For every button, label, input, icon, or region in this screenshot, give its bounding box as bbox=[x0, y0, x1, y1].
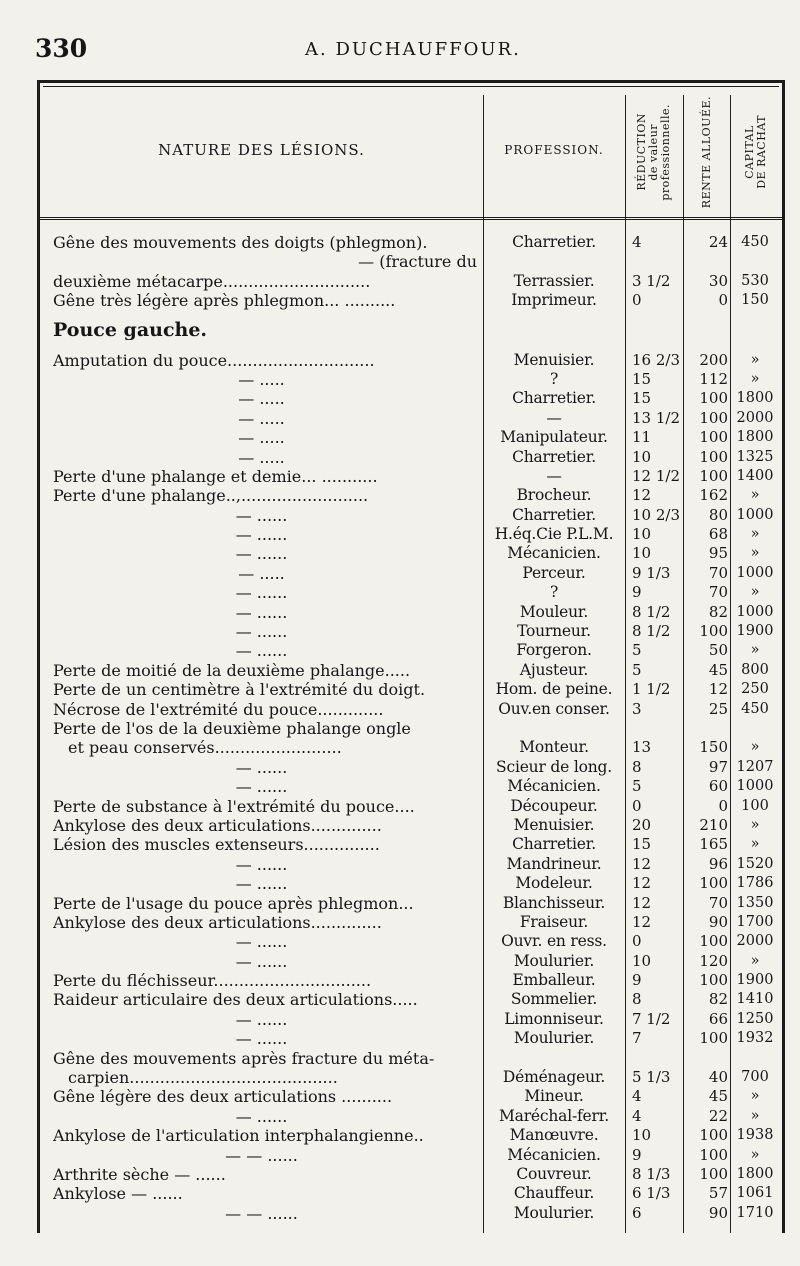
cell-capital: 1000 bbox=[736, 506, 774, 523]
cell-profession: Mécanicien. bbox=[507, 777, 601, 796]
cell-reduction: 4 bbox=[632, 1106, 642, 1125]
cell-nature: — (fracture du bbox=[358, 252, 477, 272]
cell-reduction: 15 bbox=[632, 835, 652, 854]
table-row bbox=[40, 1184, 782, 1203]
cell-nature: — ...... bbox=[235, 505, 288, 525]
cell-reduction: 8 bbox=[632, 757, 642, 776]
cell-rente: 100 bbox=[699, 428, 728, 447]
cell-rente: 90 bbox=[708, 1203, 728, 1222]
cell-profession: Ouv.en conser. bbox=[498, 699, 610, 718]
cell-rente: 150 bbox=[699, 738, 728, 757]
running-head bbox=[35, 34, 780, 68]
table-row bbox=[40, 700, 782, 719]
cell-reduction: 10 bbox=[632, 951, 652, 970]
cell-nature: Gêne des mouvements des doigts (phlegmon). bbox=[53, 233, 428, 252]
cell-reduction: 12 bbox=[632, 893, 652, 912]
cell-reduction: 7 1/2 bbox=[632, 1009, 671, 1028]
table-row bbox=[40, 252, 782, 271]
cell-reduction: 15 bbox=[632, 389, 652, 408]
cell-nature: — ...... bbox=[235, 544, 288, 564]
cell-capital: » bbox=[750, 836, 760, 853]
cell-capital: » bbox=[750, 370, 760, 387]
cell-reduction: 10 2/3 bbox=[632, 505, 680, 524]
cell-capital: » bbox=[750, 952, 760, 969]
cell-capital: 1900 bbox=[736, 623, 774, 640]
table-row bbox=[40, 544, 782, 563]
cell-capital: » bbox=[750, 545, 760, 562]
cell-reduction: 13 bbox=[632, 738, 652, 757]
table-row bbox=[40, 409, 782, 428]
cell-capital: 1700 bbox=[736, 913, 774, 930]
cell-profession: Manœuvre. bbox=[509, 1126, 599, 1145]
cell-nature: et peau conservés......................... bbox=[68, 738, 342, 758]
cell-rente: 25 bbox=[708, 699, 728, 718]
cell-profession: Mécanicien. bbox=[507, 544, 601, 563]
cell-profession: Moulurier. bbox=[513, 1203, 595, 1222]
cell-rente: 66 bbox=[708, 1009, 728, 1028]
table-row bbox=[40, 622, 782, 641]
table-row bbox=[40, 389, 782, 408]
cell-capital: 1800 bbox=[736, 1165, 774, 1182]
cell-reduction: 10 bbox=[632, 544, 652, 563]
cell-profession: Emballeur. bbox=[512, 971, 596, 990]
cell-nature: Ankylose de l'articulation interphalangienne.. bbox=[53, 1126, 424, 1146]
cell-reduction: 9 bbox=[632, 583, 642, 602]
cell-nature: Raideur articulaire des deux articulations..... bbox=[53, 990, 418, 1010]
table-row bbox=[40, 816, 782, 835]
cell-profession: Monteur. bbox=[519, 738, 589, 757]
cell-rente: 0 bbox=[718, 796, 728, 815]
table-row bbox=[40, 467, 782, 486]
cell-nature: — ...... bbox=[235, 1106, 288, 1126]
table-row bbox=[40, 1204, 782, 1223]
cell-capital: 1350 bbox=[736, 894, 774, 911]
cell-nature: — ...... bbox=[235, 777, 288, 797]
table-row bbox=[40, 564, 782, 583]
cell-reduction: 12 1/2 bbox=[632, 466, 680, 485]
table-row bbox=[40, 233, 782, 252]
cell-capital: » bbox=[750, 487, 760, 504]
cell-rente: 0 bbox=[718, 291, 728, 310]
cell-capital: 1410 bbox=[736, 991, 774, 1008]
table-row bbox=[40, 661, 782, 680]
cell-rente: 70 bbox=[708, 583, 728, 602]
cell-rente: 100 bbox=[699, 971, 728, 990]
table-row bbox=[40, 370, 782, 389]
cell-nature: — ...... bbox=[235, 874, 288, 894]
table-row bbox=[40, 1126, 782, 1145]
cell-rente: 120 bbox=[699, 951, 728, 970]
cell-rente: 12 bbox=[708, 680, 728, 699]
cell-profession: ? bbox=[549, 583, 559, 602]
cell-capital: » bbox=[750, 351, 760, 368]
cell-profession: Fraiseur. bbox=[519, 912, 589, 931]
cell-reduction: 5 bbox=[632, 660, 642, 679]
cell-rente: 68 bbox=[708, 525, 728, 544]
cell-nature: — ...... bbox=[235, 525, 288, 545]
cell-reduction: 9 bbox=[632, 971, 642, 990]
lesion-table bbox=[37, 80, 785, 1233]
cell-reduction: 9 bbox=[632, 1145, 642, 1164]
cell-reduction: 4 bbox=[632, 1087, 642, 1106]
table-row bbox=[40, 894, 782, 913]
cell-profession: Scieur de long. bbox=[496, 757, 612, 776]
cell-nature: Perte de l'os de la deuxième phalange ongle bbox=[53, 718, 411, 738]
cell-reduction: 12 bbox=[632, 486, 652, 505]
cell-capital: 2000 bbox=[736, 933, 774, 950]
cell-nature: — ..... bbox=[238, 428, 285, 448]
cell-rente: 45 bbox=[708, 1087, 728, 1106]
header-rule bbox=[40, 217, 782, 220]
cell-capital: 250 bbox=[741, 681, 769, 698]
cell-profession: H.éq.Cie P.L.M. bbox=[494, 525, 614, 544]
table-row bbox=[40, 777, 782, 796]
cell-capital: 1800 bbox=[736, 429, 774, 446]
cell-profession: Mandrineur. bbox=[506, 854, 602, 873]
table-row bbox=[40, 1029, 782, 1048]
table-row bbox=[40, 583, 782, 602]
cell-rente: 50 bbox=[708, 641, 728, 660]
table-row bbox=[40, 855, 782, 874]
table-row bbox=[40, 1010, 782, 1029]
cell-reduction: 8 1/2 bbox=[632, 622, 671, 641]
cell-nature: — ...... bbox=[235, 757, 288, 777]
cell-profession: Charretier. bbox=[512, 505, 596, 524]
cell-rente: 100 bbox=[699, 466, 728, 485]
table-row bbox=[40, 719, 782, 738]
cell-profession: Limonniseur. bbox=[504, 1009, 604, 1028]
cell-profession: Perceur. bbox=[522, 563, 586, 582]
table-row bbox=[40, 506, 782, 525]
cell-reduction: 12 bbox=[632, 854, 652, 873]
cell-reduction: 0 bbox=[632, 291, 642, 310]
cell-capital: » bbox=[750, 642, 760, 659]
cell-nature: — — ...... bbox=[225, 1203, 298, 1223]
cell-rente: 45 bbox=[708, 660, 728, 679]
cell-profession: Mineur. bbox=[524, 1087, 584, 1106]
cell-capital: 1400 bbox=[736, 467, 774, 484]
table-row bbox=[40, 758, 782, 777]
cell-rente: 112 bbox=[699, 369, 728, 388]
cell-profession: Charretier. bbox=[512, 233, 596, 251]
cell-reduction: 7 bbox=[632, 1029, 642, 1048]
cell-nature: — ...... bbox=[235, 583, 288, 603]
cell-nature: — ...... bbox=[235, 854, 288, 874]
header-reduction: RÉDUCTION de valeur professionnelle. bbox=[635, 103, 672, 201]
cell-rente: 95 bbox=[708, 544, 728, 563]
cell-capital: 530 bbox=[741, 272, 769, 289]
cell-rente: 162 bbox=[699, 486, 728, 505]
cell-rente: 100 bbox=[699, 447, 728, 466]
cell-capital: 2000 bbox=[736, 409, 774, 426]
cell-profession: Terrassier. bbox=[513, 271, 595, 290]
cell-profession: Menuisier. bbox=[513, 350, 595, 369]
header-capital: CAPITAL DE RACHAT bbox=[743, 115, 768, 189]
cell-rente: 100 bbox=[699, 408, 728, 427]
cell-profession: — bbox=[546, 466, 562, 485]
cell-nature: Perte du fléchisseur............................... bbox=[53, 971, 372, 991]
cell-profession: Charretier. bbox=[512, 389, 596, 408]
running-title: A. DUCHAUFFOUR. bbox=[305, 39, 521, 60]
table-row bbox=[40, 428, 782, 447]
cell-profession: ? bbox=[549, 369, 559, 388]
cell-capital: 1932 bbox=[736, 1030, 774, 1047]
cell-profession: Mouleur. bbox=[519, 602, 589, 621]
table-row bbox=[40, 835, 782, 854]
cell-reduction: 13 1/2 bbox=[632, 408, 680, 427]
cell-nature: — ...... bbox=[235, 951, 288, 971]
header-nature: NATURE DES LÉSIONS. bbox=[158, 141, 365, 159]
cell-reduction: 3 1/2 bbox=[632, 271, 671, 290]
cell-rente: 165 bbox=[699, 835, 728, 854]
cell-reduction: 15 bbox=[632, 369, 652, 388]
table-row bbox=[40, 525, 782, 544]
cell-rente: 82 bbox=[708, 602, 728, 621]
cell-nature: Arthrite sèche — ...... bbox=[53, 1164, 226, 1184]
cell-nature: Nécrose de l'extrémité du pouce............. bbox=[53, 699, 384, 719]
cell-reduction: 6 bbox=[632, 1203, 642, 1222]
cell-reduction: 8 1/2 bbox=[632, 602, 671, 621]
cell-reduction: 5 bbox=[632, 777, 642, 796]
cell-capital: 1786 bbox=[736, 875, 774, 892]
cell-rente: 70 bbox=[708, 893, 728, 912]
cell-capital: 1800 bbox=[736, 390, 774, 407]
cell-capital: 150 bbox=[741, 292, 769, 309]
table-row bbox=[40, 1107, 782, 1126]
cell-reduction: 5 bbox=[632, 641, 642, 660]
header-profession: PROFESSION. bbox=[504, 143, 604, 157]
cell-rente: 100 bbox=[699, 874, 728, 893]
cell-nature: — ...... bbox=[235, 1009, 288, 1029]
table-row bbox=[40, 291, 782, 310]
cell-capital: 1710 bbox=[736, 1204, 774, 1221]
cell-rente: 100 bbox=[699, 1145, 728, 1164]
cell-reduction: 4 bbox=[632, 233, 642, 251]
cell-profession: Ouvr. en ress. bbox=[501, 932, 607, 951]
cell-capital: 1000 bbox=[736, 564, 774, 581]
cell-nature: deuxième métacarpe............................. bbox=[53, 271, 371, 291]
cell-nature: — ...... bbox=[235, 1029, 288, 1049]
cell-profession: Imprimeur. bbox=[511, 291, 597, 310]
cell-nature: — ..... bbox=[238, 447, 285, 467]
table-row bbox=[40, 1165, 782, 1184]
cell-reduction: 1 1/2 bbox=[632, 680, 671, 699]
cell-capital: 450 bbox=[741, 234, 769, 250]
cell-reduction: 10 bbox=[632, 525, 652, 544]
cell-capital: » bbox=[750, 584, 760, 601]
table-row bbox=[40, 1146, 782, 1165]
cell-reduction: 11 bbox=[632, 428, 652, 447]
cell-capital: 1207 bbox=[736, 758, 774, 775]
cell-profession: Modeleur. bbox=[515, 874, 593, 893]
cell-reduction: 10 bbox=[632, 1126, 652, 1145]
cell-reduction: 16 2/3 bbox=[632, 350, 680, 369]
cell-capital: » bbox=[750, 1107, 760, 1124]
cell-nature: — ...... bbox=[235, 641, 288, 661]
cell-capital: » bbox=[750, 1146, 760, 1163]
cell-nature: — ...... bbox=[235, 932, 288, 952]
cell-reduction: 20 bbox=[632, 815, 652, 834]
cell-reduction: 6 1/3 bbox=[632, 1184, 671, 1203]
cell-profession: Découpeur. bbox=[510, 796, 598, 815]
table-row bbox=[40, 603, 782, 622]
table-row bbox=[40, 351, 782, 370]
cell-rente: 57 bbox=[708, 1184, 728, 1203]
cell-profession: Sommelier. bbox=[510, 990, 598, 1009]
cell-nature: Perte de l'usage du pouce après phlegmon... bbox=[53, 893, 414, 913]
cell-profession: Tourneur. bbox=[517, 622, 591, 641]
cell-profession: Hom. de peine. bbox=[495, 680, 613, 699]
cell-profession: — bbox=[546, 408, 562, 427]
cell-profession: Ajusteur. bbox=[519, 660, 589, 679]
cell-profession: Charretier. bbox=[512, 835, 596, 854]
table-row bbox=[40, 738, 782, 757]
cell-rente: 80 bbox=[708, 505, 728, 524]
cell-reduction: 8 bbox=[632, 990, 642, 1009]
cell-nature: — — ...... bbox=[225, 1145, 298, 1165]
cell-rente: 97 bbox=[708, 757, 728, 776]
cell-capital: 1250 bbox=[736, 1010, 774, 1027]
cell-reduction: 9 1/3 bbox=[632, 563, 671, 582]
table-row bbox=[40, 971, 782, 990]
cell-profession: Maréchal-ferr. bbox=[499, 1106, 609, 1125]
table-row bbox=[40, 272, 782, 291]
cell-nature: Perte de un centimètre à l'extrémité du doigt. bbox=[53, 680, 426, 700]
cell-capital: 1061 bbox=[736, 1185, 774, 1202]
cell-nature: Gêne légère des deux articulations .......... bbox=[53, 1087, 393, 1107]
cell-nature: — ...... bbox=[235, 602, 288, 622]
cell-rente: 100 bbox=[699, 622, 728, 641]
header-rente: RENTE ALLOUÉE. bbox=[699, 95, 713, 209]
cell-reduction: 3 bbox=[632, 699, 642, 718]
cell-rente: 90 bbox=[708, 912, 728, 931]
cell-nature: Perte de substance à l'extrémité du pouce.... bbox=[53, 796, 415, 816]
table-row bbox=[40, 797, 782, 816]
cell-profession: Couvreur. bbox=[516, 1164, 592, 1183]
cell-capital: 450 bbox=[741, 700, 769, 717]
table-row bbox=[40, 486, 782, 505]
table-row bbox=[40, 932, 782, 951]
cell-rente: 210 bbox=[699, 815, 728, 834]
cell-rente: 100 bbox=[699, 1164, 728, 1183]
table-row bbox=[40, 448, 782, 467]
cell-nature: Amputation du pouce............................. bbox=[53, 350, 375, 370]
cell-nature: — ..... bbox=[238, 389, 285, 409]
cell-reduction: 0 bbox=[632, 796, 642, 815]
table-row bbox=[40, 1087, 782, 1106]
cell-rente: 60 bbox=[708, 777, 728, 796]
cell-rente: 22 bbox=[708, 1106, 728, 1125]
cell-reduction: 8 1/3 bbox=[632, 1164, 671, 1183]
cell-rente: 100 bbox=[699, 389, 728, 408]
cell-rente: 82 bbox=[708, 990, 728, 1009]
cell-profession: Moulurier. bbox=[513, 1029, 595, 1048]
cell-profession: Brocheur. bbox=[516, 486, 592, 505]
cell-capital: 1900 bbox=[736, 972, 774, 989]
cell-nature: Gêne très légère après phlegmon... .......... bbox=[53, 291, 396, 311]
cell-nature: — ...... bbox=[235, 622, 288, 642]
table-row bbox=[40, 952, 782, 971]
cell-profession: Moulurier. bbox=[513, 951, 595, 970]
table-row bbox=[40, 913, 782, 932]
cell-nature: Perte de moitié de la deuxième phalange..... bbox=[53, 660, 411, 680]
cell-profession: Charretier. bbox=[512, 447, 596, 466]
cell-nature: Ankylose des deux articulations.............. bbox=[53, 815, 382, 835]
cell-capital: 1000 bbox=[736, 603, 774, 620]
cell-capital: 1000 bbox=[736, 778, 774, 795]
cell-nature: Gêne des mouvements après fracture du méta- bbox=[53, 1048, 435, 1068]
cell-capital: » bbox=[750, 816, 760, 833]
table-row bbox=[40, 1049, 782, 1068]
cell-rente: 40 bbox=[708, 1068, 728, 1087]
cell-reduction: 10 bbox=[632, 447, 652, 466]
cell-profession: Déménageur. bbox=[502, 1068, 606, 1087]
cell-capital: » bbox=[750, 1088, 760, 1105]
table-row bbox=[40, 874, 782, 893]
cell-rente: 100 bbox=[699, 932, 728, 951]
cell-nature: Perte d'une phalange et demie... ........... bbox=[53, 466, 378, 486]
cell-capital: 1325 bbox=[736, 448, 774, 465]
cell-capital: 800 bbox=[741, 661, 769, 678]
table-body bbox=[40, 233, 782, 1223]
cell-rente: 100 bbox=[699, 1029, 728, 1048]
cell-reduction: 12 bbox=[632, 874, 652, 893]
cell-rente: 70 bbox=[708, 563, 728, 582]
cell-rente: 96 bbox=[708, 854, 728, 873]
cell-profession: Chauffeur. bbox=[513, 1184, 595, 1203]
table-row bbox=[40, 990, 782, 1009]
section-heading-row bbox=[40, 311, 782, 351]
cell-capital: » bbox=[750, 739, 760, 756]
table-row bbox=[40, 680, 782, 699]
cell-reduction: 12 bbox=[632, 912, 652, 931]
cell-nature: carpien......................................... bbox=[68, 1068, 338, 1088]
cell-reduction: 5 1/3 bbox=[632, 1068, 671, 1087]
cell-nature: Lésion des muscles extenseurs............... bbox=[53, 835, 380, 855]
cell-capital: » bbox=[750, 526, 760, 543]
cell-rente: 100 bbox=[699, 1126, 728, 1145]
cell-profession: Blanchisseur. bbox=[502, 893, 606, 912]
cell-profession: Mécanicien. bbox=[507, 1145, 601, 1164]
cell-nature: — ..... bbox=[238, 563, 285, 583]
cell-profession: Forgeron. bbox=[516, 641, 592, 660]
cell-reduction: 0 bbox=[632, 932, 642, 951]
cell-profession: Manipulateur. bbox=[500, 428, 608, 447]
cell-profession: Menuisier. bbox=[513, 815, 595, 834]
cell-nature: Perte d'une phalange..,......................... bbox=[53, 486, 369, 506]
cell-capital: 1938 bbox=[736, 1127, 774, 1144]
cell-capital: 100 bbox=[741, 797, 769, 814]
cell-capital: 1520 bbox=[736, 855, 774, 872]
cell-rente: 200 bbox=[699, 350, 728, 369]
cell-nature: — ..... bbox=[238, 369, 285, 389]
table-row bbox=[40, 1068, 782, 1087]
cell-nature: — ..... bbox=[238, 408, 285, 428]
page-number: 330 bbox=[35, 34, 88, 63]
cell-rente: 24 bbox=[708, 233, 728, 251]
cell-capital: 700 bbox=[741, 1069, 769, 1086]
cell-rente: 30 bbox=[708, 271, 728, 290]
cell-nature: Ankylose des deux articulations.............. bbox=[53, 912, 382, 932]
table-row bbox=[40, 641, 782, 660]
cell-nature: Ankylose — ...... bbox=[53, 1184, 183, 1204]
section-heading: Pouce gauche. bbox=[53, 320, 208, 340]
